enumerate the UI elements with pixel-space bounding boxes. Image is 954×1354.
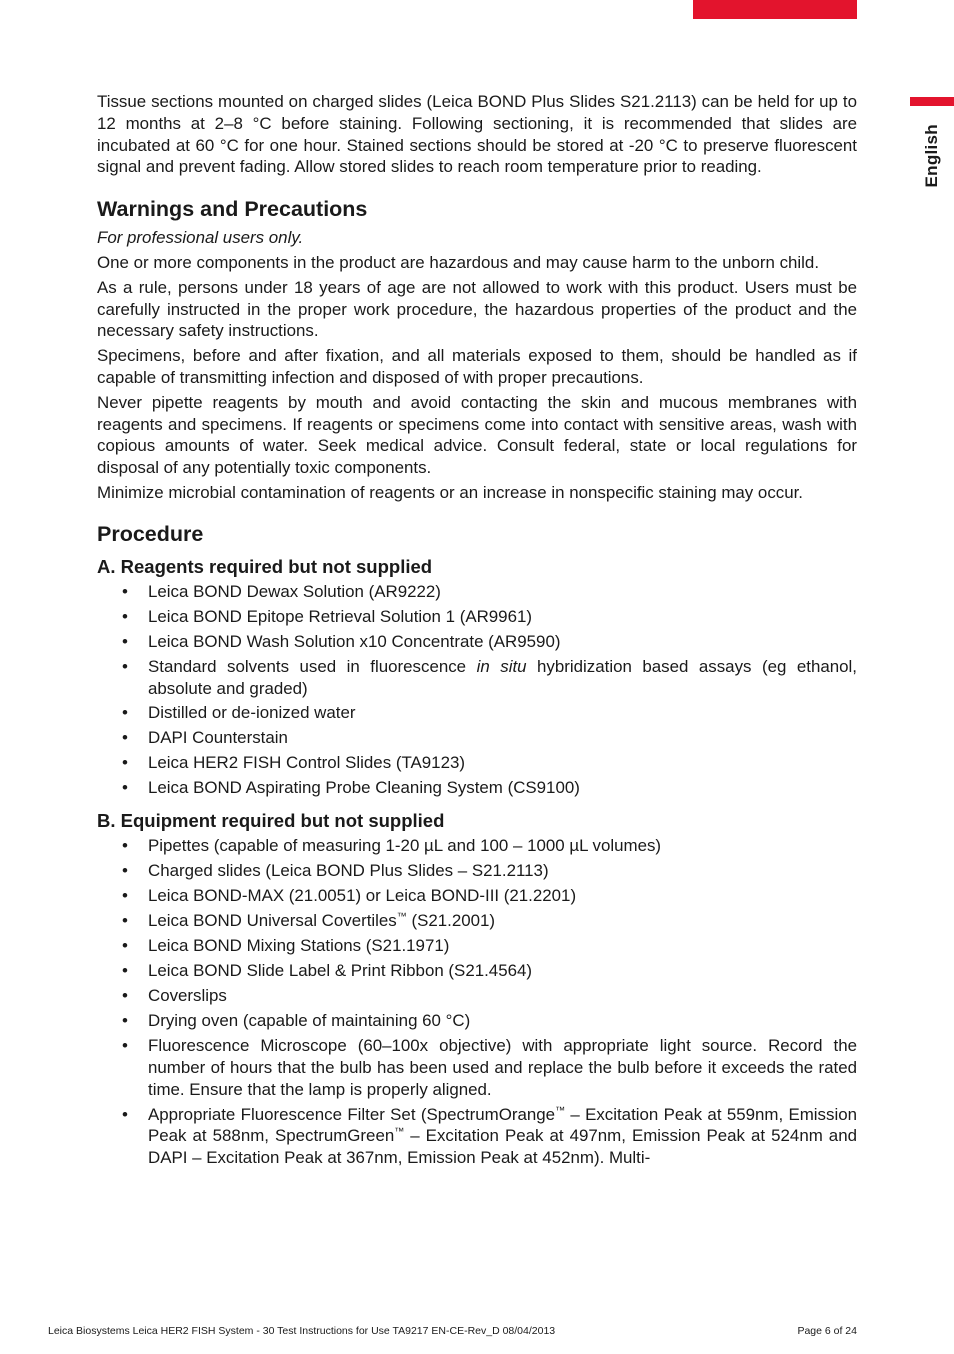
list-item: • Leica BOND Epitope Retrieval Solution 1 (AR9961): [97, 606, 857, 628]
trademark-symbol: ™: [396, 911, 407, 923]
list-item: • Leica BOND Dewax Solution (AR9222): [97, 581, 857, 603]
top-accent-bar: [693, 0, 857, 19]
page-content: [97, 91, 857, 1172]
warning-paragraph-3: Specimens, before and after fixation, and all materials exposed to them, should be handled as if capable of transmitting infection and disposed of with proper precautions.: [97, 346, 857, 387]
covertiles-code: (S21.2001): [406, 911, 496, 931]
list-item: • Drying oven (capable of maintaining 60 °C): [97, 1010, 857, 1032]
trademark-symbol: ™: [394, 1126, 405, 1138]
list-item: • Leica BOND Aspirating Probe Cleaning System (CS9100): [97, 777, 857, 799]
list-item: [97, 910, 857, 932]
storage-paragraph: Tissue sections mounted on charged slides (Leica BOND Plus Slides S21.2113) can be held for up to 12 months at 2–8 °C before staining. Following sectioning, it is recommended that slides are incubated at 60 °C for one hour. Stained sections should be stored at -20 °C to preserve fluorescent signal and prevent fading. Allow stored slides to reach room temperature prior to reading.: [97, 92, 857, 177]
list-item: [97, 1104, 857, 1169]
equipment-heading: B. Equipment required but not supplied: [97, 810, 445, 832]
warning-paragraph-2: As a rule, persons under 18 years of age are not allowed to work with this product. Users must be carefully instructed in the proper work procedure, the hazardous properties of the product and the necessary safety instructions.: [97, 277, 857, 341]
covertiles-text: Leica BOND Universal Covertiles: [148, 911, 397, 931]
language-tab: [917, 116, 947, 196]
list-item: • Leica HER2 FISH Control Slides (TA9123): [97, 752, 857, 774]
filter-text-b: – Excitation Peak at 559nm, Emission Peak at 588nm, SpectrumGreen: [148, 1104, 857, 1146]
filter-text-a: Appropriate Fluorescence Filter Set (SpectrumOrange: [148, 1104, 556, 1124]
side-accent-bar: [910, 97, 954, 106]
filter-text-c: – Excitation Peak at 497nm, Emission Peak at 524nm and DAPI – Excitation Peak at 367nm, Emission Peak at 452nm). Multi-: [148, 1126, 857, 1168]
footer-document-info: Leica Biosystems Leica HER2 FISH System - 30 Test Instructions for Use TA9217 EN-CE-Rev_D 08/04/2013: [48, 1325, 556, 1337]
footer-page-number: Page 6 of 24: [797, 1325, 857, 1337]
list-item: • Charged slides (Leica BOND Plus Slides – S21.2113): [97, 860, 857, 882]
reagents-heading: A. Reagents required but not supplied: [97, 555, 433, 577]
reagents-list: [97, 581, 857, 799]
equipment-list: [97, 835, 857, 1169]
list-item: • DAPI Counterstain: [97, 727, 857, 749]
professional-note: For professional users only.: [97, 228, 304, 248]
list-item: • Fluorescence Microscope (60–100x objective) with appropriate light source. Record the number of hours that the bulb has been used and replace the bulb before it exceeds the rated time. Ensure that the lamp is properly aligned.: [97, 1035, 857, 1100]
solvents-text-italic: in situ: [476, 656, 527, 676]
warning-paragraph-4: Never pipette reagents by mouth and avoid contacting the skin and mucous membranes with reagents and specimens. If reagents or specimens come into contact with sensitive areas, wash with copious amounts of water. Seek medical advice. Consult federal, state or local regulations for disposal of any potentially toxic components.: [97, 392, 857, 478]
language-tab-label: English: [922, 124, 941, 188]
trademark-symbol: ™: [555, 1105, 566, 1117]
solvents-text-pre: Standard solvents used in fluorescence: [148, 656, 477, 676]
warnings-heading: Warnings and Precautions: [97, 197, 368, 222]
list-item: • Coverslips: [97, 985, 857, 1007]
warning-paragraph-1: One or more components in the product are hazardous and may cause harm to the unborn child.: [97, 252, 820, 272]
list-item: • Leica BOND Wash Solution x10 Concentrate (AR9590): [97, 631, 857, 653]
list-item: • Leica BOND-MAX (21.0051) or Leica BOND-III (21.2201): [97, 885, 857, 907]
list-item: [97, 656, 857, 700]
list-item: • Leica BOND Slide Label & Print Ribbon (S21.4564): [97, 960, 857, 982]
procedure-heading: Procedure: [97, 521, 204, 546]
solvents-text-post: hybridization based assays (eg ethanol, absolute and graded): [148, 656, 857, 698]
list-item: • Distilled or de-ionized water: [97, 702, 857, 724]
list-item: • Leica BOND Mixing Stations (S21.1971): [97, 935, 857, 957]
list-item: • Pipettes (capable of measuring 1-20 µL and 100 – 1000 µL volumes): [97, 835, 857, 857]
warning-paragraph-5: Minimize microbial contamination of reagents or an increase in nonspecific staining may occur.: [97, 482, 803, 502]
